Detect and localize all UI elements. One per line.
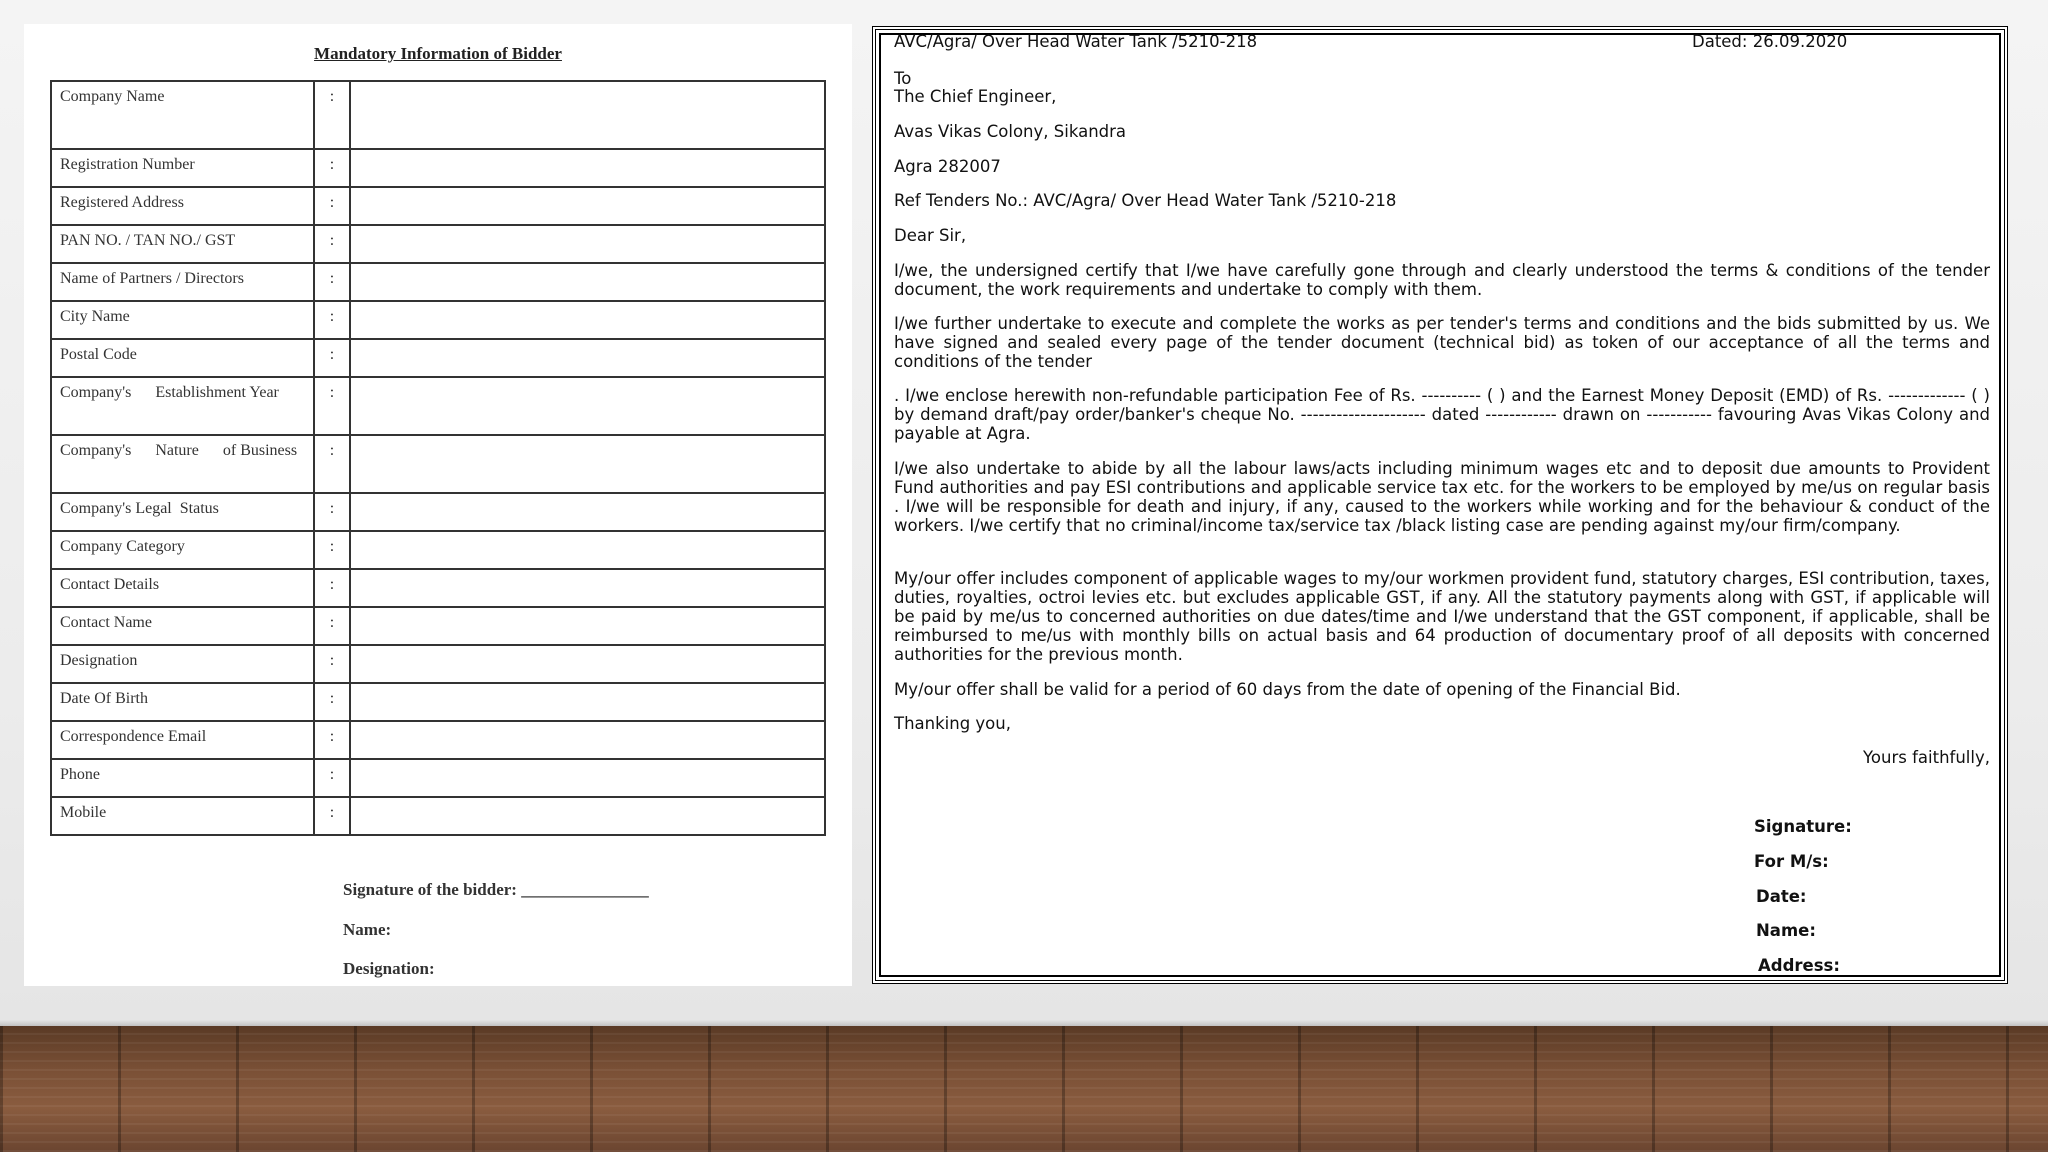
form-row (51, 435, 825, 493)
form-row (51, 683, 825, 721)
letter-paragraph-3: . I/we enclose herewith non-refundable participation Fee of Rs. ---------- ( ) and the Earnest Money Deposit (EMD) of Rs. ------------- ( ) by demand draft/pay order/banker's cheque No. --------------------- dated ------------ drawn on ----------- favouring Avas Vikas Colony and payable at Agra. (894, 386, 1990, 443)
wooden-floor (0, 1026, 2048, 1152)
letter-reference: AVC/Agra/ Over Head Water Tank /5210-218 (894, 32, 1258, 51)
form-row (51, 377, 825, 435)
form-row (51, 339, 825, 377)
letter-paragraph-6: My/our offer shall be valid for a period of 60 days from the date of opening of the Financial Bid. (894, 680, 1681, 699)
letter-closing: Yours faithfully, (1863, 748, 1990, 767)
form-row (51, 759, 825, 797)
form-row-value-field[interactable] (350, 531, 825, 569)
form-row-value-field[interactable] (350, 301, 825, 339)
form-row (51, 531, 825, 569)
form-row (51, 187, 825, 225)
form-row (51, 263, 825, 301)
letter-address-line2[interactable]: Agra 282007 (894, 157, 1001, 176)
letter-paragraph-1: I/we, the undersigned certify that I/we have carefully gone through and clearly understood the terms & conditions of the tender document, the work requirements and undertake to comply with them. (894, 261, 1990, 299)
form-row-colon: : (314, 607, 350, 645)
form-row-colon: : (314, 531, 350, 569)
bidder-name-label: Name: (343, 920, 392, 939)
letter-paragraph-4: I/we also undertake to abide by all the labour laws/acts including minimum wages etc and to deposit due amounts to Provident Fund authorities and pay ESI contributions and applicable service tax etc. for the workers to be employed by me/us on regular basis . I/we will be responsible for death and injury, if any, caused to the workers while working and for the behaviour & conduct of the workers. I/we certify that no criminal/income tax/service tax /black listing case are pending against my/our firm/company. (894, 459, 1990, 535)
form-row-label: Designation (51, 645, 314, 683)
form-row-value-field[interactable] (350, 797, 825, 835)
form-row-colon: : (314, 377, 350, 435)
form-row-value-field[interactable] (350, 187, 825, 225)
form-row (51, 301, 825, 339)
form-row-value-field[interactable] (350, 435, 825, 493)
form-row-colon: : (314, 81, 350, 149)
form-row-colon: : (314, 569, 350, 607)
letter-ref-tender: Ref Tenders No.: AVC/Agra/ Over Head Water Tank /5210-218 (894, 191, 1397, 210)
form-row-label: Company's Establishment Year (51, 377, 314, 435)
form-row-value-field[interactable] (350, 149, 825, 187)
form-row-colon: : (314, 759, 350, 797)
form-row-colon: : (314, 797, 350, 835)
form-row-colon: : (314, 149, 350, 187)
form-title: Mandatory Information of Bidder (314, 44, 562, 63)
form-row (51, 493, 825, 531)
form-row-label: Correspondence Email (51, 721, 314, 759)
form-row-colon: : (314, 721, 350, 759)
form-row-value-field[interactable] (350, 339, 825, 377)
form-row-colon: : (314, 301, 350, 339)
letter-salutation: Dear Sir, (894, 226, 967, 245)
form-row-label: Company's Legal Status (51, 493, 314, 531)
bidder-form-sheet (24, 24, 852, 986)
form-row-value-field[interactable] (350, 759, 825, 797)
form-row-colon: : (314, 645, 350, 683)
form-row-value-field[interactable] (350, 683, 825, 721)
letter-thanks: Thanking you, (894, 714, 1011, 733)
bidder-signature-label: Signature of the bidder: _______________ (343, 880, 649, 899)
form-row-value-field[interactable] (350, 225, 825, 263)
form-row-label: Mobile (51, 797, 314, 835)
form-row-value-field[interactable] (350, 377, 825, 435)
form-row-value-field[interactable] (350, 263, 825, 301)
form-row-label: Company Category (51, 531, 314, 569)
form-row-value-field[interactable] (350, 493, 825, 531)
letter-paragraph-5: My/our offer includes component of applicable wages to my/our workmen provident fund, statutory charges, ESI contribution, taxes, duties, royalties, octroi levies etc. but excludes applicable GST, if any. All the statutory payments along with GST, if applicable will be paid by me/us to concerned authorities on due dates/time and I/we understand that the GST component, if applicable, shall be reimbursed to me/us with monthly bills on actual basis and 64 production of documentary proof of all deposits with concerned authorities for the previous month. (894, 569, 1990, 664)
form-row-label: Registered Address (51, 187, 314, 225)
form-row-label: Date Of Birth (51, 683, 314, 721)
form-row-value-field[interactable] (350, 645, 825, 683)
form-row (51, 721, 825, 759)
form-row (51, 645, 825, 683)
form-row-colon: : (314, 493, 350, 531)
form-row-value-field[interactable] (350, 81, 825, 149)
form-row (51, 225, 825, 263)
letter-signature-label: Signature: (1754, 817, 1852, 836)
letter-date: Dated: 26.09.2020 (1692, 32, 1848, 51)
form-row-value-field[interactable] (350, 721, 825, 759)
letter-date-label: Date: (1756, 887, 1807, 906)
form-row-value-field[interactable] (350, 607, 825, 645)
form-row-colon: : (314, 435, 350, 493)
form-row-colon: : (314, 263, 350, 301)
form-row (51, 569, 825, 607)
form-row-label: Company Name (51, 81, 314, 149)
letter-paragraph-2: I/we further undertake to execute and complete the works as per tender's terms and conditions and the bids submitted by us. We have signed and sealed every page of the tender document (technical bid) as token of our acceptance of all the terms and conditions of the tender (894, 314, 1990, 371)
form-row (51, 607, 825, 645)
form-row-colon: : (314, 187, 350, 225)
letter-for-ms-label: For M/s: (1754, 852, 1829, 871)
form-row-label: Contact Details (51, 569, 314, 607)
form-row (51, 81, 825, 149)
form-row-colon: : (314, 339, 350, 377)
form-row-label: Phone (51, 759, 314, 797)
form-row (51, 149, 825, 187)
letter-name-label: Name: (1756, 921, 1816, 940)
bidder-info-table (50, 80, 826, 836)
form-row-colon: : (314, 683, 350, 721)
form-row-label: Contact Name (51, 607, 314, 645)
letter-address-line1: Avas Vikas Colony, Sikandra (894, 122, 1127, 141)
letter-to: To (894, 69, 912, 88)
form-row-colon: : (314, 225, 350, 263)
form-row-value-field[interactable] (350, 569, 825, 607)
form-row-label: Name of Partners / Directors (51, 263, 314, 301)
form-row-label: Postal Code (51, 339, 314, 377)
form-row-label: Registration Number (51, 149, 314, 187)
form-row-label: City Name (51, 301, 314, 339)
form-row-label: PAN NO. / TAN NO./ GST (51, 225, 314, 263)
form-row-label: Company's Nature of Business (51, 435, 314, 493)
bidder-designation-label: Designation: (343, 959, 435, 978)
letter-address-label: Address: (1758, 956, 1840, 975)
letter-recipient: The Chief Engineer, (894, 87, 1057, 106)
form-row (51, 797, 825, 835)
